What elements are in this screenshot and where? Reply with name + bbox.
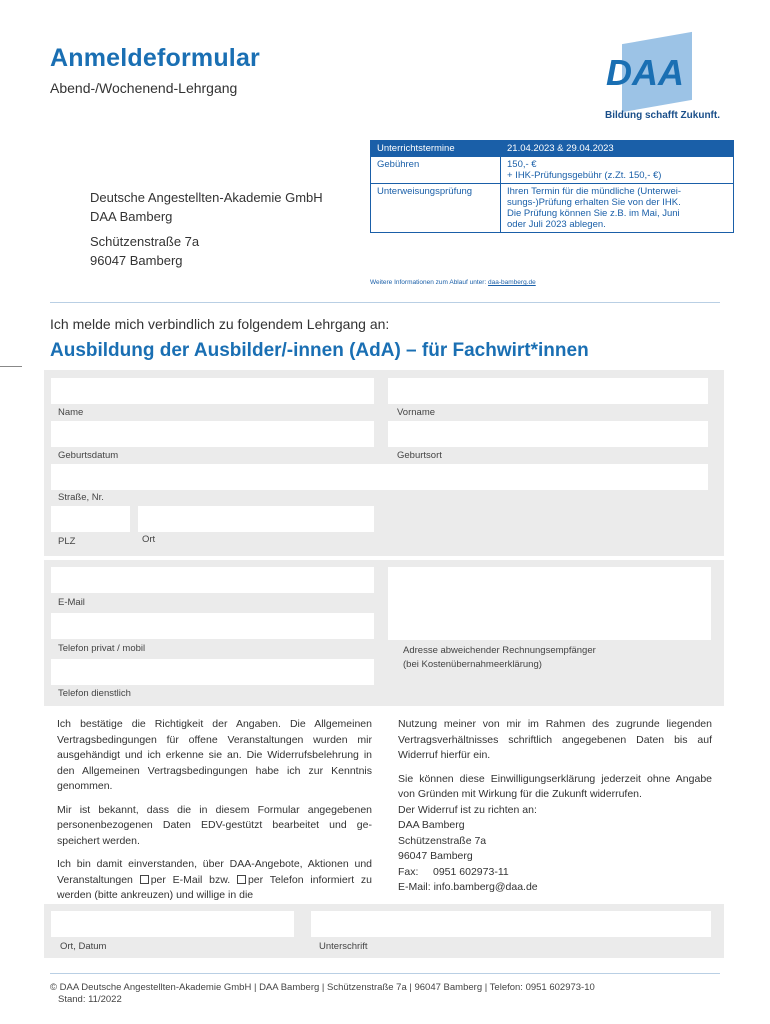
vorname-label: Vorname <box>397 407 436 418</box>
contact-data-panel <box>44 560 724 706</box>
footer-version: Stand: 11/2022 <box>58 994 122 1005</box>
personal-data-panel <box>44 370 724 556</box>
telefon-label: Telefon privat / mobil <box>58 643 146 654</box>
course-info-table <box>370 140 734 233</box>
billing-address-note: (bei Kostenübernahmeerklärung) <box>403 659 542 670</box>
footer <box>50 982 595 1006</box>
geburtsort-input[interactable] <box>388 421 708 447</box>
unterschrift-label: Unterschrift <box>319 941 368 952</box>
info-key: Gebühren <box>371 157 501 184</box>
consent-paragraph: Nutzung meiner von mir im Rahmen des zugrunde liegenden Vertragsverhältnisses schriftlich angegebenen Daten bis auf Widerruf hierfür ein. <box>398 718 712 761</box>
telefon-dienstlich-label: Telefon dienstlich <box>58 688 131 699</box>
consent-paragraph: Ich bin damit einverstanden, über DAA-Angebote, Aktionen und Veranstaltungen per E-Mail bzw. per Telefon informiert zu werden (bitte ankreuzen) und willige in die <box>57 858 372 901</box>
intro-text: Ich melde mich verbindlich zu folgendem Lehrgang an: <box>50 316 390 332</box>
ort-datum-label: Ort, Datum <box>60 941 107 952</box>
geburtsdatum-input[interactable] <box>51 421 374 447</box>
logo-text: DAA <box>606 52 684 93</box>
consent-paragraph: Ich bestätige die Richtigkeit der Angaben. Die Allgemeinen Vertragsbedingungen für offene Veranstaltungen wurden mir ausgehändigt und ich erkenne sie an. Die Widerrufsbelehrung in den Allgemeinen Vertragsbedingungen habe ich zur Kenntnis genommen. <box>57 718 372 792</box>
form-title: Anmeldeformular <box>50 44 260 72</box>
billing-address-input[interactable] <box>388 567 711 640</box>
revocation-line: Schützenstraße 7a <box>398 834 487 847</box>
info-value: 21.04.2023 & 29.04.2023 <box>501 141 734 157</box>
email-label: E-Mail <box>58 597 85 608</box>
name-input[interactable] <box>51 378 374 404</box>
phone-consent-checkbox[interactable] <box>237 875 246 884</box>
address-branch: DAA Bamberg <box>90 209 173 224</box>
more-info-link[interactable]: daa-bamberg.de <box>488 279 536 286</box>
info-value: 150,- € + IHK-Prüfungsgebühr (z.Zt. 150,- €) <box>501 157 734 184</box>
form-subtitle: Abend-/Wochenend-Lehrgang <box>50 80 238 96</box>
billing-address-label: Adresse abweichender Rechnungsempfänger <box>403 645 596 656</box>
plz-input[interactable] <box>51 506 130 532</box>
ort-datum-input[interactable] <box>51 911 294 937</box>
info-key: Unterweisungsprüfung <box>371 184 501 233</box>
strasse-label: Straße, Nr. <box>58 492 104 503</box>
strasse-input[interactable] <box>51 464 708 490</box>
telefon-input[interactable] <box>51 613 374 639</box>
ort-input[interactable] <box>138 506 374 532</box>
address-org: Deutsche Angestellten-Akademie GmbH <box>90 190 323 205</box>
revocation-line: Der Widerruf ist zu richten an: <box>398 803 537 816</box>
daa-logo <box>600 30 730 125</box>
consent-paragraph: Sie können diese Einwilligungserklärung jederzeit ohne Angabe von Gründen mit Wirkung für die Zukunft widerrufen. <box>398 772 712 800</box>
signature-panel <box>44 904 724 958</box>
footer-divider <box>50 973 720 974</box>
course-title: Ausbildung der Ausbilder/-innen (AdA) – für Fachwirt*innen <box>50 340 589 361</box>
unterschrift-input[interactable] <box>311 911 711 937</box>
consent-right-column <box>398 717 712 896</box>
email-consent-checkbox[interactable] <box>140 875 149 884</box>
info-value: Ihren Termin für die mündliche (Unterwei- sungs-)Prüfung erhalten Sie von der IHK. Die Prüfung können Sie z.B. im Mai, Juni oder Juli 2023 ablegen. <box>501 184 734 233</box>
telefon-dienstlich-input[interactable] <box>51 659 374 685</box>
footer-copyright: © DAA Deutsche Angestellten-Akademie GmbH | DAA Bamberg | Schützenstraße 7a | 96047 Bamberg | Telefon: 0951 602973-10 <box>50 982 595 993</box>
name-label: Name <box>58 407 84 418</box>
info-key: Unterrichtstermine <box>371 141 501 157</box>
revocation-email: E-Mail: info.bamberg@daa.de <box>398 881 538 893</box>
plz-label: PLZ <box>58 536 76 547</box>
address-street: Schützenstraße 7a <box>90 234 200 249</box>
info-row-exam <box>371 184 734 233</box>
info-row-dates <box>371 141 734 157</box>
email-input[interactable] <box>51 567 374 593</box>
more-info-note <box>370 279 536 286</box>
consent-left-column <box>57 717 372 912</box>
geburtsdatum-label: Geburtsdatum <box>58 450 119 461</box>
more-info-prefix: Weitere Informationen zum Ablauf unter: <box>370 279 489 286</box>
revocation-line: DAA Bamberg <box>398 819 465 831</box>
address-city: 96047 Bamberg <box>90 253 183 268</box>
revocation-line: 96047 Bamberg <box>398 850 473 862</box>
vorname-input[interactable] <box>388 378 708 404</box>
logo-tagline: Bildung schafft Zukunft. <box>605 110 720 121</box>
fold-mark <box>0 366 22 367</box>
consent-paragraph: Mir ist bekannt, dass die in diesem Formular angegebenen personenbezogenen Daten EDV-gestützt bearbeitet und gespeichert werden. <box>57 803 372 847</box>
geburtsort-label: Geburtsort <box>397 450 442 461</box>
info-row-fees <box>371 157 734 184</box>
divider <box>50 302 720 303</box>
ort-label: Ort <box>142 534 156 545</box>
revocation-fax: Fax: 0951 602973-11 <box>398 865 509 878</box>
